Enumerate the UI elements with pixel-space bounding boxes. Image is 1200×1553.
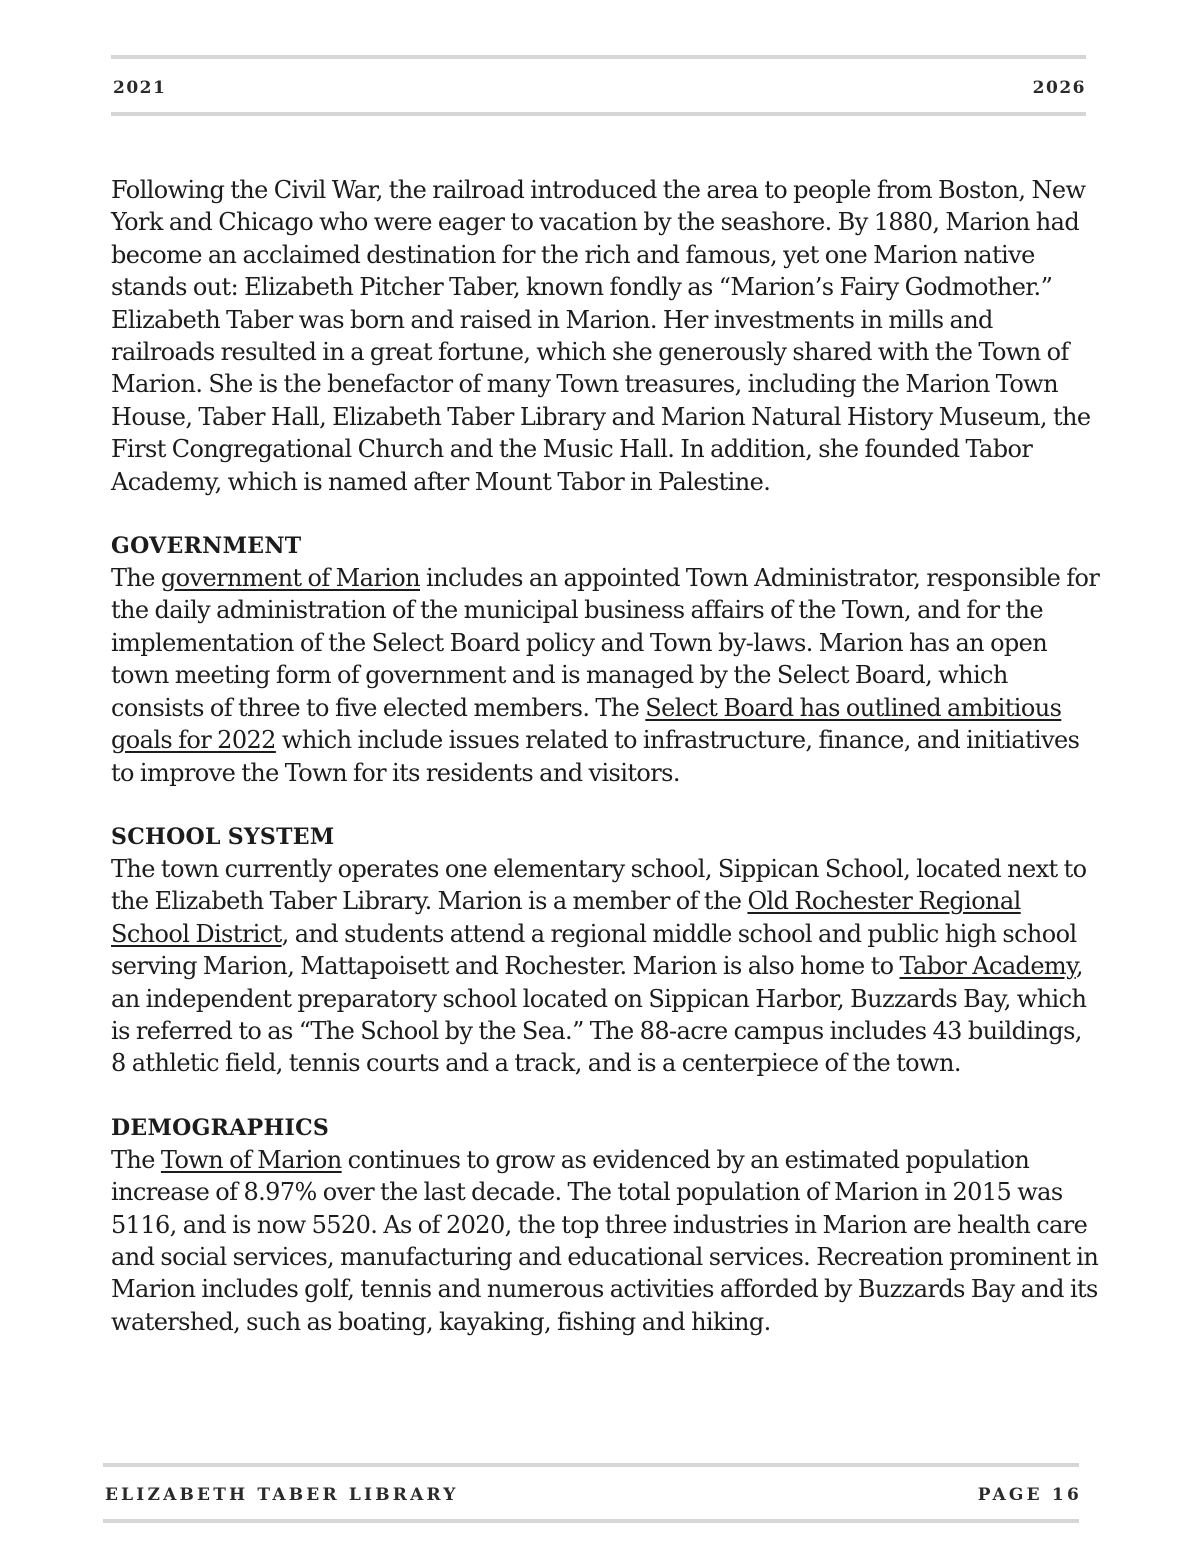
government-text-3: which include issues related to infrastructure, finance, and initiatives to improve the Town for its residents and visitors. — [111, 726, 1080, 787]
section-spacer — [111, 1080, 1101, 1112]
demographics-heading: DEMOGRAPHICS — [111, 1114, 330, 1141]
header-top-rule — [111, 55, 1086, 59]
town-of-marion-link[interactable]: Town of Marion — [160, 1145, 342, 1174]
footer-bottom-rule — [103, 1519, 1079, 1523]
intro-paragraph: Following the Civil War, the railroad introduced the area to people from Boston, New York and Chicago who were eager to vacation by the seashore. By 1880, Marion had become an acclaimed destination for the rich and famous, yet one Marion native stands out: Elizabeth Pitcher Taber, known fondly as “Marion’s Fairy Godmother.” Elizabeth Taber was born and raised in Marion. Her investments in mills and railroads resulted in a great fortune, which she generously shared with the Town of Marion. She is the benefactor of many Town treasures, including the Marion Town House, Taber Hall, Elizabeth Taber Library and Marion Natural History Museum, the First Congregational Church and the Music Hall. In addition, she founded Tabor Academy, which is named after Mount Tabor in Palestine. — [111, 176, 1091, 496]
footer-library-name: ELIZABETH TABER LIBRARY — [105, 1485, 459, 1505]
footer-page-number: PAGE 16 — [977, 1485, 1082, 1505]
page-content — [111, 174, 1101, 1338]
section-spacer — [111, 498, 1101, 530]
school-text-2: , and students attend a regional middle school and public high school serving Marion, Mattapoisett and Rochester. Marion is also home to — [111, 919, 1077, 981]
school-paragraph — [111, 853, 1101, 1080]
demographics-text-2: continues to grow as evidenced by an estimated population increase of 8.97% over the last decade. The total population of Marion in 2015 was 5116, and is now 5520. As of 2020, the top three industries in Marion are health care and social services, manufacturing and educational services. Recreation prominent in Marion includes golf, tennis and numerous activities afforded by Buzzards Bay and its watershed, such as boating, kayaking, fishing and hiking. — [111, 1145, 1099, 1336]
header-right-year: 2026 — [1032, 78, 1086, 98]
demographics-paragraph — [111, 1144, 1101, 1338]
government-text-2: includes an appointed Town Administrator, responsible for the daily administration of the municipal business affairs of the Town, and for the implementation of the Select Board policy and Town by-laws. Marion has an open town meeting form of government and is managed by the Select Board, which consists of three to five elected members. The — [111, 564, 1100, 722]
header-left-year: 2021 — [113, 78, 167, 98]
government-section — [111, 530, 1101, 789]
select-board-goals-link[interactable]: Select Board has outlined ambitious goals for 2022 — [111, 693, 1062, 755]
school-section — [111, 821, 1101, 1080]
old-rochester-district-link[interactable]: Old Rochester Regional School District — [111, 887, 1021, 948]
footer-top-rule — [103, 1463, 1079, 1467]
school-heading: SCHOOL SYSTEM — [111, 823, 335, 850]
government-heading: GOVERNMENT — [111, 533, 302, 560]
school-text-1: The town currently operates one elementary school, Sippican School, located next to the Elizabeth Taber Library. Marion is a member of the — [111, 854, 1087, 916]
header-bottom-rule — [111, 112, 1086, 116]
school-text-3: , an independent preparatory school located on Sippican Harbor, Buzzards Bay, which is referred to as “The School by the Sea.” The 88-acre campus includes 43 buildings, 8 athletic field, tennis courts and a track, and is a centerpiece of the town. — [111, 952, 1087, 1078]
demographics-section — [111, 1112, 1101, 1338]
section-spacer — [111, 789, 1101, 821]
tabor-academy-link[interactable]: Tabor Academy — [899, 952, 1076, 981]
demographics-text-1: The — [111, 1145, 161, 1174]
government-of-marion-link[interactable]: government of Marion — [160, 564, 421, 593]
government-text-1: The — [111, 564, 161, 593]
government-paragraph — [111, 562, 1101, 789]
